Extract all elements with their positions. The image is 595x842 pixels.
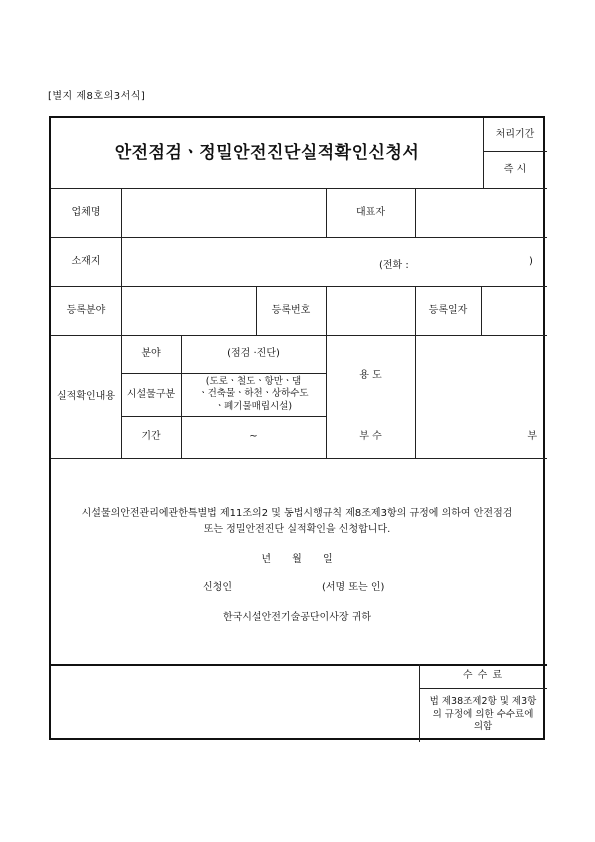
form-title: 안전점검ㆍ정밀안전진단실적확인신청서 xyxy=(114,142,420,163)
facility-type-label: 시설물구분 xyxy=(126,388,176,400)
field-label: 분야 xyxy=(141,348,161,360)
phone-close: ) xyxy=(529,256,533,267)
representative-field[interactable] xyxy=(415,188,547,237)
registration-number-input[interactable] xyxy=(326,286,415,335)
company-name-field[interactable] xyxy=(121,188,326,237)
processing-period-label: 처리기간 xyxy=(495,128,535,140)
statement-line: 또는 정밀안전진단 실적확인을 신청합니다. xyxy=(203,524,391,535)
representative-label: 대표자 xyxy=(356,206,385,218)
facility-options-line: ㆍ건축물ㆍ하천ㆍ상하수도 xyxy=(198,388,309,400)
registration-date-label: 등록일자 xyxy=(428,304,468,316)
record-label: 실적확인내용 xyxy=(57,390,115,402)
period-label: 기간 xyxy=(141,431,161,443)
fee-line: 의 규정에 의한 수수료에 xyxy=(432,708,534,720)
registration-field-label: 등록분야 xyxy=(66,304,106,316)
usage-field[interactable] xyxy=(415,335,547,416)
signature-label[interactable]: (서명 또는 인) xyxy=(322,582,385,593)
copies-field[interactable] xyxy=(415,416,547,458)
field-value[interactable]: (점검 ·진단) xyxy=(227,348,280,360)
company-name-label: 업체명 xyxy=(71,206,101,218)
registration-date-input[interactable] xyxy=(481,286,547,335)
period-separator: ~ xyxy=(249,431,258,443)
recipient: 한국시설안전기술공단이사장 귀하 xyxy=(222,612,372,623)
statement-line: 시설물의안전관리에관한특별법 제11조의2 및 동법시행규칙 제8조제3항의 규정에 의하여 안전점검 xyxy=(81,508,513,519)
registration-number-label: 등록번호 xyxy=(271,304,311,316)
facility-type-options[interactable] xyxy=(181,373,326,416)
processing-period-value: 즉 시 xyxy=(503,163,527,175)
period-field[interactable] xyxy=(181,416,326,458)
divider xyxy=(51,458,547,459)
facility-options-line: ㆍ폐기물매립시설) xyxy=(214,400,293,412)
application-form xyxy=(49,116,545,740)
fee-line: 법 제38조제2항 및 제3항 xyxy=(429,695,537,707)
copies-label: 부 수 xyxy=(359,431,382,443)
form-number: [별지 제8호의3서식] xyxy=(48,91,146,102)
fee-line: 의함 xyxy=(473,721,493,733)
fee-label: 수 수 료 xyxy=(462,670,504,682)
phone-label: (전화 : xyxy=(379,260,409,271)
usage-label: 용 도 xyxy=(359,369,382,381)
address-label: 소재지 xyxy=(71,255,101,267)
copies-unit: 부 xyxy=(527,431,537,443)
registration-field-input[interactable] xyxy=(121,286,256,335)
applicant-label: 신청인 xyxy=(203,582,232,593)
application-date[interactable]: 년 월 일 xyxy=(261,554,333,565)
fee-description xyxy=(419,688,547,742)
facility-options-line: (도로ㆍ철도ㆍ항만ㆍ댐 xyxy=(205,375,302,387)
address-field[interactable] xyxy=(121,237,547,286)
